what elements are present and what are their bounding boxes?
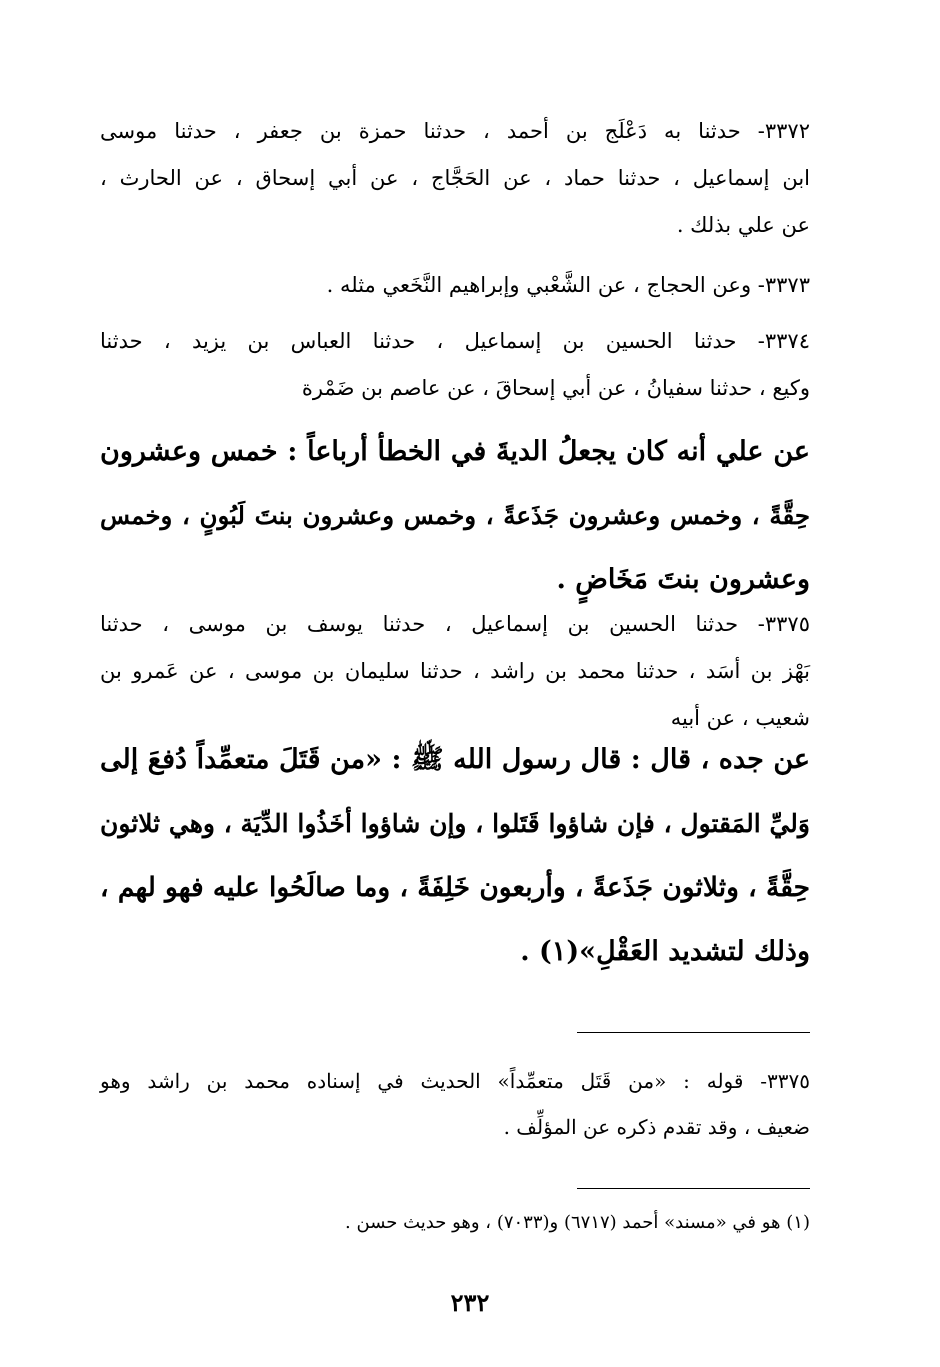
- hadith-3375-text: [100, 728, 810, 984]
- text-line: وكيع ، حدثنا سفيانُ ، عن أبي إسحاقَ ، عن عاصم بن ضَمْرة: [301, 376, 810, 400]
- text-line: شعيب ، عن أبيه: [670, 706, 810, 730]
- text-line: عن جده ، قال : قال رسول الله ﷺ : «من قَتَلَ متعمِّداً دُفعَ إلى: [100, 744, 810, 775]
- text-line: ٣٣٧٥- قوله : «من قَتَل متعمِّداً» الحديث في إسناده محمد بن راشد وهو: [100, 1069, 810, 1093]
- footnote: [100, 1208, 810, 1238]
- commentary: [100, 1058, 810, 1150]
- text-line: عن علي أنه كان يجعلُ الديةَ في الخطأ أرباعاً : خمس وعشرون: [100, 436, 810, 467]
- hadith-3374-chain: [100, 318, 810, 412]
- text-line: بَهْز بن أسَد ، حدثنا محمد بن راشد ، حدثنا سليمان بن موسى ، عن عَمرو بن: [100, 659, 810, 683]
- text-line: ٣٣٧٣- وعن الحجاج ، عن الشَّعْبي وإبراهيم النَّخَعي مثله .: [326, 273, 810, 297]
- hadith-3373-chain: [100, 262, 810, 309]
- text-line: ابن إسماعيل ، حدثنا حماد ، عن الحَجَّاج ، عن أبي إسحاق ، عن الحارث ،: [100, 166, 810, 190]
- text-line: (١) هو في «مسند» أحمد (٦٧١٧) و(٧٠٣٣) ، وهو حديث حسن .: [345, 1212, 810, 1233]
- text-line: حِقَّةً ، وخمس وعشرون جَذَعةً ، وخمس وعشرون بنتَ لَبُونٍ ، وخمس: [100, 501, 810, 530]
- footnote-divider: [577, 1188, 810, 1189]
- text-line: ٣٣٧٢- حدثنا به دَعْلَج بن أحمد ، حدثنا حمزة بن جعفر ، حدثنا موسى: [100, 119, 810, 143]
- hadith-3375-chain: [100, 601, 810, 742]
- text-line: وَليِّ المَقتول ، فإن شاؤوا قَتَلوا ، وإن شاؤوا أخَذُوا الدِّيَة ، وهي ثلاثون: [100, 809, 810, 838]
- commentary-divider: [577, 1032, 810, 1033]
- text-line: ٣٣٧٥- حدثنا الحسين بن إسماعيل ، حدثنا يوسف بن موسى ، حدثنا: [100, 612, 810, 636]
- text-line: حِقَّةً ، وثلاثون جَذَعةً ، وأربعون خَلِفَةً ، وما صالَحُوا عليه فهو لهم ،: [100, 872, 810, 903]
- page-number: ٢٣٢: [450, 1288, 490, 1317]
- text-line: وذلك لتشديد العَقْلِ»(١) .: [520, 936, 810, 967]
- hadith-3372-chain: [100, 108, 810, 249]
- hadith-3374-text: [100, 420, 810, 612]
- text-line: عن علي بذلك .: [676, 213, 810, 237]
- text-line: ٣٣٧٤- حدثنا الحسين بن إسماعيل ، حدثنا العباس بن يزيد ، حدثنا: [100, 329, 810, 353]
- text-line: وعشرون بنتَ مَخَاضٍ .: [556, 564, 810, 595]
- text-line: ضعيف ، وقد تقدم ذكره عن المؤلِّف .: [503, 1115, 810, 1139]
